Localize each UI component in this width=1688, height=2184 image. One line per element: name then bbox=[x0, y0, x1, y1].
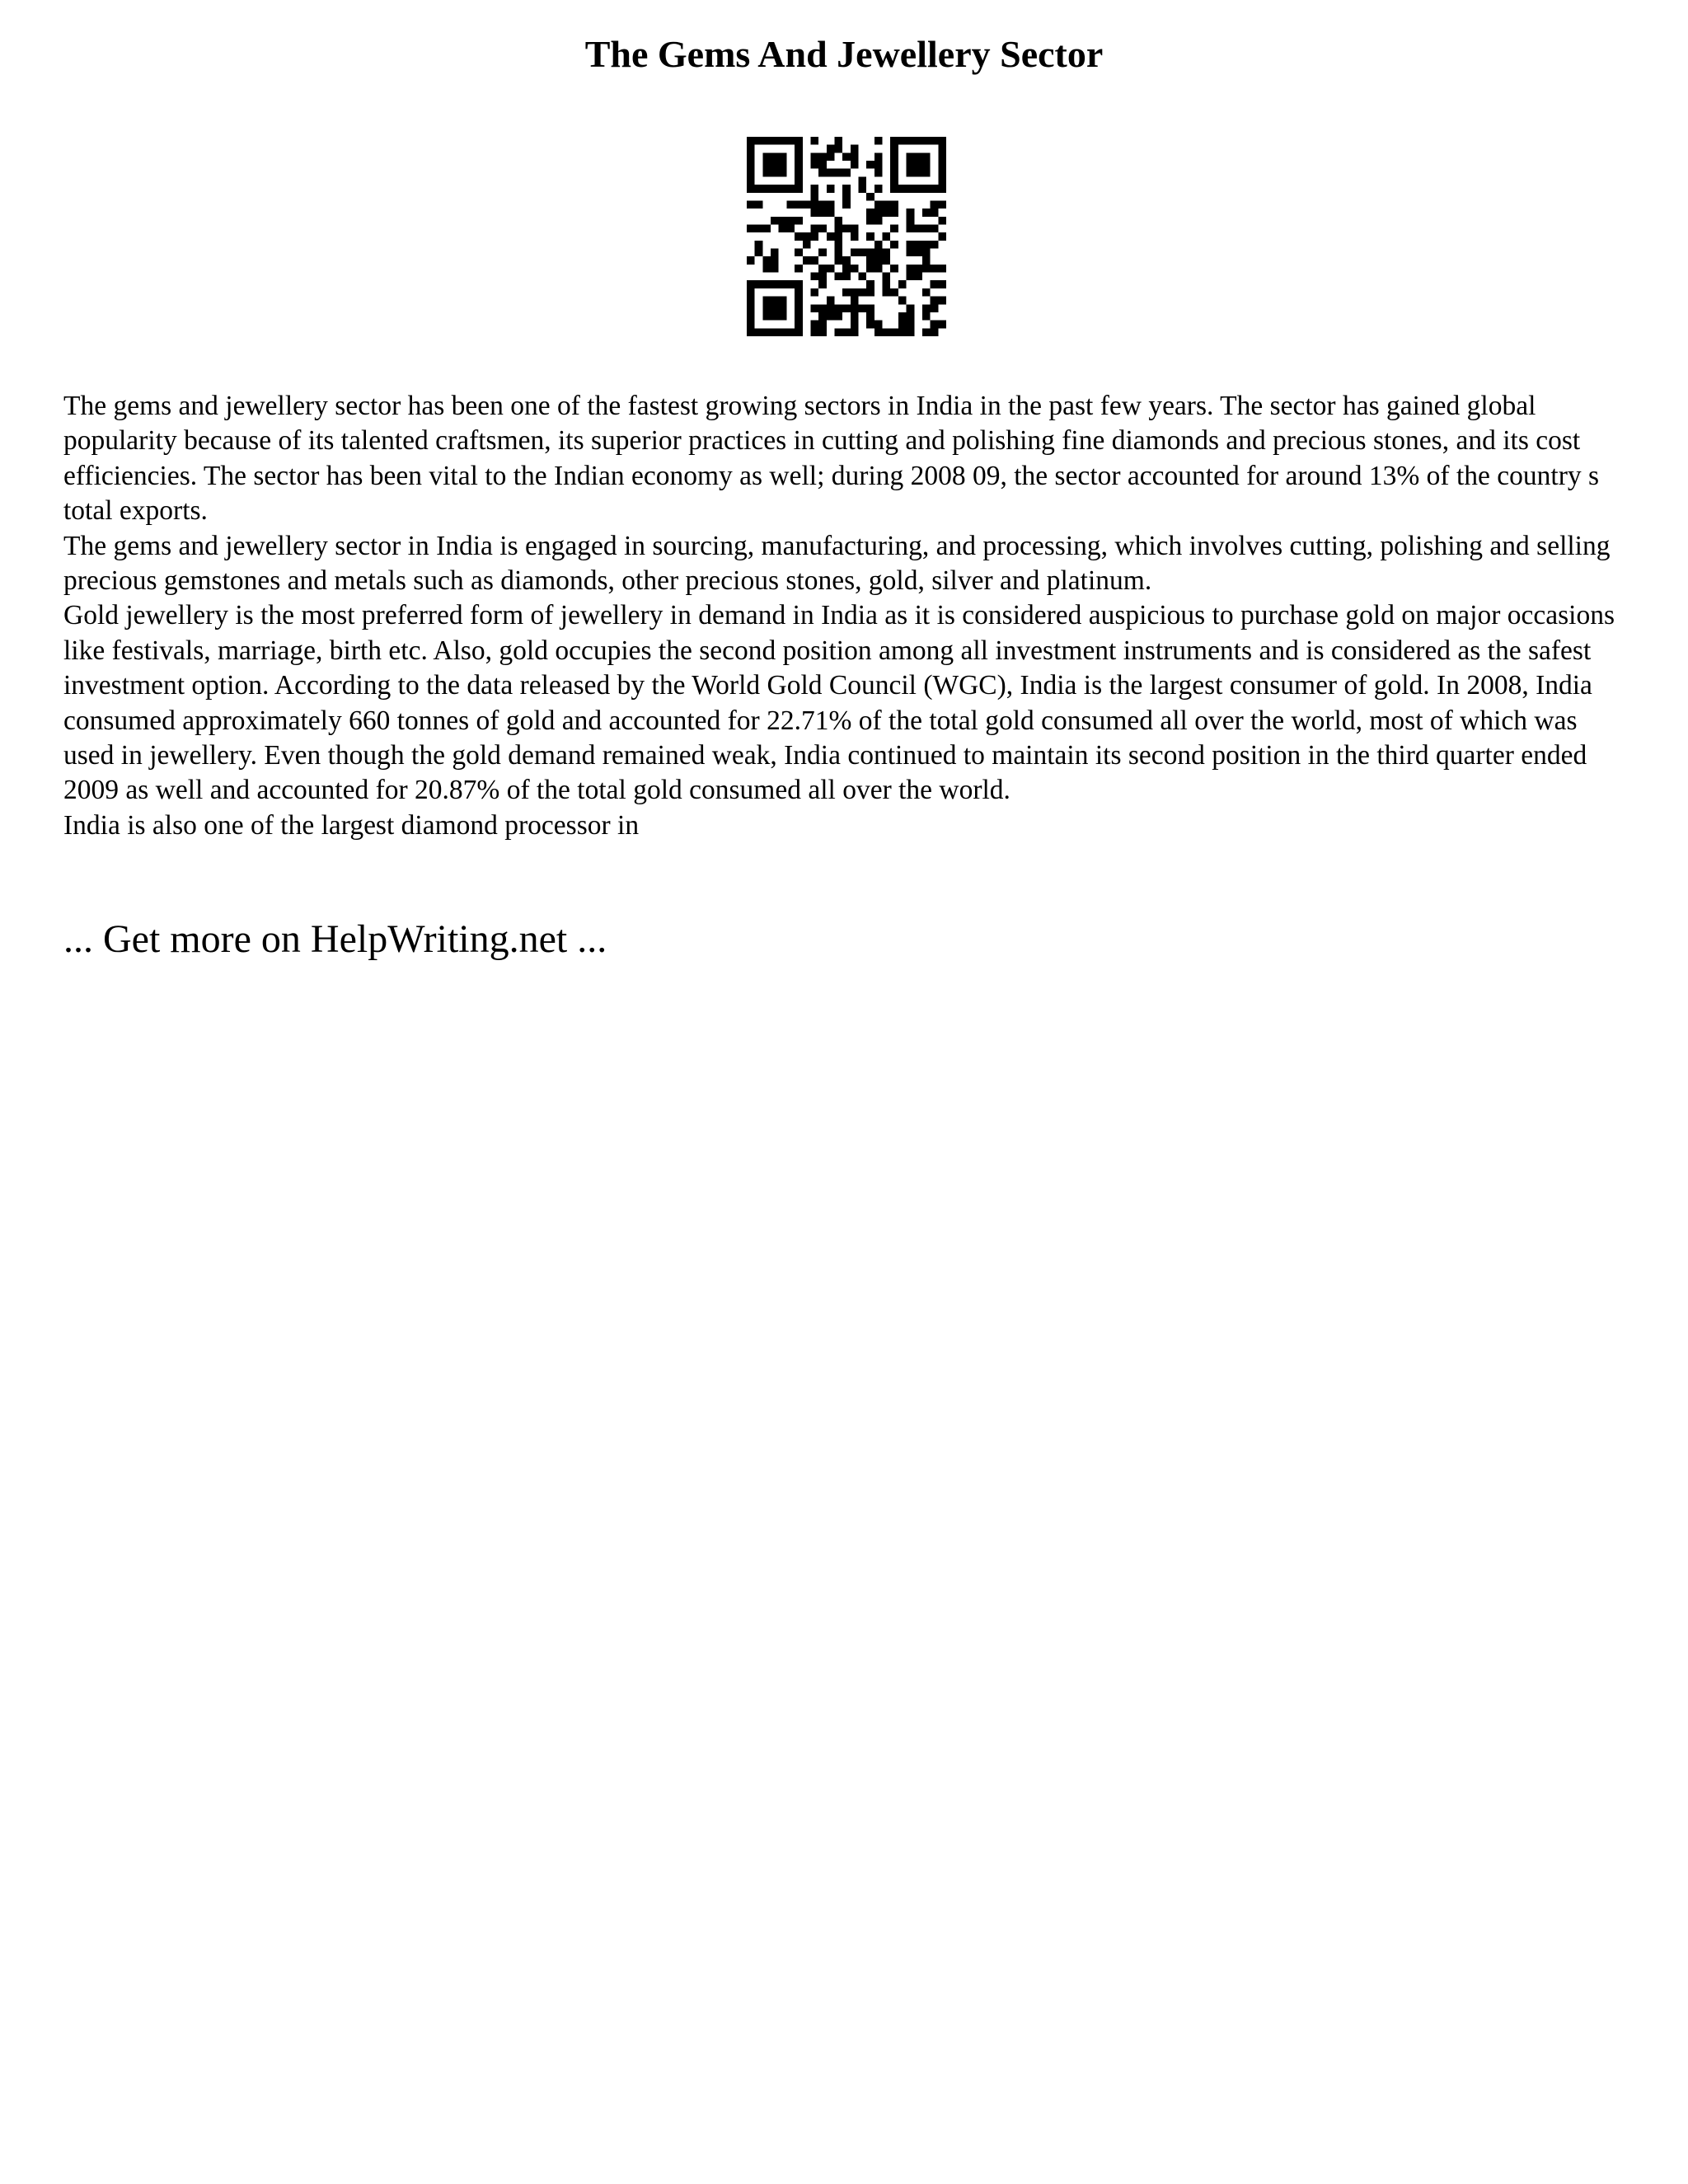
paragraph-2: The gems and jewellery sector in India is engaged in sourcing, manufacturing, and processing, which involves cutting, polishing and selling precious gemstones and metals such as diamonds, other precious stones, gold, silver and platinum. bbox=[63, 530, 1611, 597]
qr-code-icon bbox=[747, 137, 946, 336]
article-body bbox=[63, 389, 1629, 843]
page-title: The Gems And Jewellery Sector bbox=[584, 33, 1104, 75]
paragraph-4: India is also one of the largest diamond processor in bbox=[63, 809, 640, 841]
get-more-link[interactable]: ... Get more on HelpWriting.net ... bbox=[63, 917, 607, 961]
paragraph-1: The gems and jewellery sector has been one of the fastest growing sectors in India in the past few years. The sector has gained global popularity because of its talented craftsmen, its superior practices in cutting and polishing fine diamonds and precious stones, and its cost efficiencies. The sector has been vital to the Indian economy as well; during 2008 09, the sector accounted for around 13% of the country s total exports. bbox=[63, 391, 1600, 527]
paragraph-3: Gold jewellery is the most preferred form of jewellery in demand in India as it is considered auspicious to purchase gold on major occasions like festivals, marriage, birth etc. Also, gold occupies the second position among all investment instruments and is considered as the safest investment option. According to the data released by the World Gold Council (WGC), India is the largest consumer of gold. In 2008, India consumed approximately 660 tonnes of gold and accounted for 22.71% of the total gold consumed all over the world, most of which was used in jewellery. Even though the gold demand remained weak, India continued to maintain its second position in the third quarter ended 2009 as well and accounted for 20.87% of the total gold consumed all over the world. bbox=[63, 600, 1615, 806]
